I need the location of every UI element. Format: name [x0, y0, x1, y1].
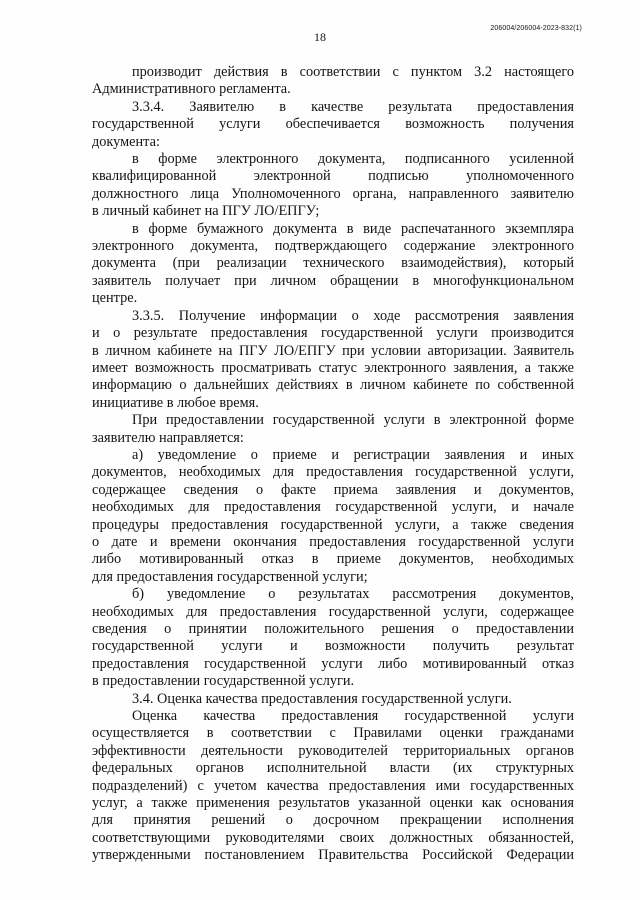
text-line: инициативе в любое время. [92, 394, 259, 411]
text-line: документа: [92, 133, 160, 150]
body-text [92, 64, 574, 865]
text-line: производит действия в соответствии с пунктом 3.2 настоящего [132, 64, 574, 80]
text-line: в личном кабинете на ПГУ ЛО/ЕПГУ при условии авторизации. Заявитель [92, 342, 574, 359]
text-line: имеет возможность просматривать статус электронного заявления, а также [92, 359, 574, 376]
text-line: 3.3.4. Заявителю в качестве результата предоставления [132, 98, 574, 115]
text-line: Оценка качества предоставления государственной услуги [132, 708, 574, 725]
text-line: документов, необходимых для предоставления государственной услуги, [92, 464, 574, 481]
text-line: утвержденными постановлением Правительства Российской Федерации [92, 847, 574, 864]
text-line: необходимых для предоставления государственной услуги, и начале [92, 499, 574, 516]
text-line: процедуры предоставления государственной услуги, а также сведения [92, 516, 574, 533]
text-line: в предоставлении государственной услуги. [92, 673, 355, 690]
text-line: для принятия решений о досрочном прекращении исполнения [92, 812, 574, 829]
text-line: осуществляется в соответствии с Правилами оценки гражданами [92, 725, 574, 742]
text-line: должностного лица Уполномоченного органа, направленного заявителю [92, 185, 574, 202]
text-line: сведения о принятии положительного решения о предоставлении [92, 621, 574, 637]
text-line: заявитель получает при личном обращении в многофункциональном [92, 272, 574, 289]
text-line: государственной услуги и возможности получить результат [92, 638, 574, 655]
text-line: государственной услуги обеспечивается возможность получения [92, 116, 574, 133]
text-line: эффективности деятельности руководителей территориальных органов [92, 742, 574, 759]
text-line: 3.4. Оценка качества предоставления государственной услуги. [132, 690, 512, 707]
text-line: содержащее сведения о факте приема заявления и документов, [92, 481, 574, 498]
text-line: для предоставления государственной услуги; [92, 568, 368, 585]
text-line: подразделений) с учетом качества предоставления ими государственных [92, 777, 574, 794]
page-number: 18 [314, 30, 326, 44]
text-line: предоставления государственной услуги либо мотивированный отказ [92, 655, 574, 672]
text-line: квалифицированной электронной подписью уполномоченного [92, 168, 574, 185]
text-line: а) уведомление о приеме и регистрации заявления и иных [132, 446, 574, 463]
document-id: 206004/206004-2023-832(1) [490, 25, 582, 32]
text-line: Административного регламента. [92, 81, 291, 98]
text-line: услуг, а также применения результатов указанной оценки как основания [92, 795, 574, 812]
text-line: либо мотивированный отказ в приеме документов, необходимых [92, 551, 574, 568]
text-line: При предоставлении государственной услуги в электронной форме [132, 412, 574, 429]
text-line: необходимых для предоставления государственной услуги, содержащее [92, 603, 574, 620]
text-line: федеральных органов исполнительной власти (их структурных [92, 760, 574, 777]
text-line: б) уведомление о результатах рассмотрения документов, [132, 586, 574, 603]
text-line: и о результате предоставления государственной услуги производится [92, 325, 574, 342]
text-line: соответствующими руководителями своих должностных обязанностей, [92, 829, 574, 846]
text-line: документа (при реализации технического взаимодействия), который [92, 255, 574, 272]
text-line: в личный кабинет на ПГУ ЛО/ЕПГУ; [92, 203, 320, 220]
text-line: о дате и времени окончания предоставления государственной услуги [92, 533, 574, 550]
text-line: центре. [92, 290, 138, 307]
text-line: заявителю направляется: [92, 429, 244, 446]
text-line: электронного документа, подтверждающего содержание электронного [92, 238, 574, 255]
text-line: в форме электронного документа, подписанного усиленной [132, 151, 574, 168]
text-line: в форме бумажного документа в виде распечатанного экземпляра [132, 220, 574, 237]
text-line: 3.3.5. Получение информации о ходе рассмотрения заявления [132, 307, 574, 324]
text-line: информацию о дальнейших действиях в личном кабинете по собственной [92, 377, 574, 394]
